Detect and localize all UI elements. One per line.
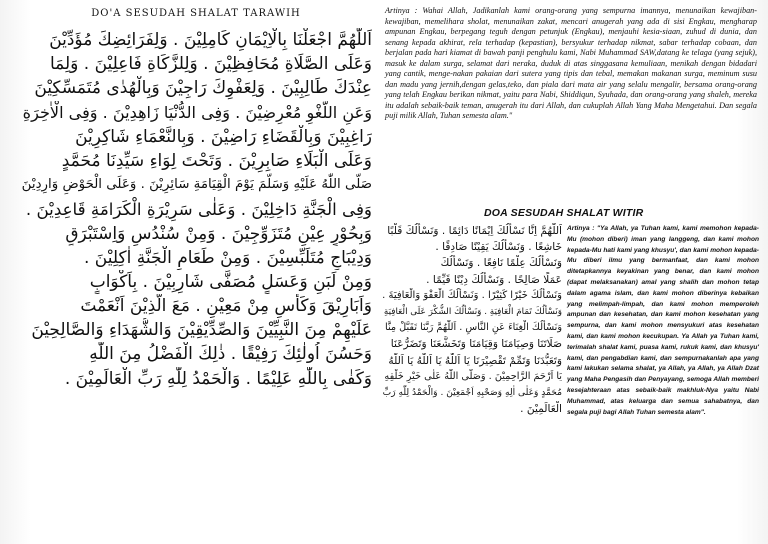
tarawih-arabic-line: وَفِى الْجَنَّةِ دَاخِلِيْنَ . وَعَلٰى سَرِيْرَةِ الْكَرَامَةِ قَاعِدِيْنَ . xyxy=(25,199,372,220)
tarawih-arabic-text xyxy=(20,28,372,391)
tarawih-arabic-line: عَلَيْهِمْ مِنَ النَّبِيِّيْنَ وَالصِّدِّيْقِيْنَ وَالشُّهَدَاءِ وَالصَّالِحِيْنَ xyxy=(31,320,372,341)
witir-title: DOA SESUDAH SHALAT WITIR xyxy=(484,207,644,219)
witir-arabic-line: وَنَسْأَلُكَ الْغِنَاءَ عَنِ النَّاسِ . اَللّٰهُمَّ رَبَّنَا تَقَبَّلْ مِنَّا xyxy=(385,322,562,334)
tarawih-arabic-line: وَبِحُوْرٍ عِيْنٍ مُتَزَوِّجِيْنَ . وَمِنْ سُنْدُسٍ وَاِسْتَبْرَقٍ xyxy=(65,223,372,244)
witir-arabic-line: يَا اَرْحَمَ الرَّاحِمِيْنَ . وَصَلَّى اللّٰهُ عَلٰى خَيْرِ خَلْقِهِ xyxy=(384,370,562,382)
tarawih-arabic-line: وَمِنْ لَبَنٍ وَعَسَلٍ مُصَفًّى شَارِبِيْنَ . بِاَكْوَابٍ xyxy=(89,271,372,292)
witir-arabic-line: مُحَمَّدٍ وَعَلٰى اٰلِهِ وَصَحْبِهِ اَجْمَعِيْنَ . وَالْحَمْدُ لِلّٰهِ رَبِّ xyxy=(382,387,562,398)
tarawih-arabic-line: وَعَلَى الْبَلَاءِ صَابِرِيْنَ . وَتَحْتَ لِوَاءِ سَيِّدِنَا مُحَمَّدٍ xyxy=(61,150,372,171)
tarawih-arabic-line: وَكَفٰى بِاللّٰهِ عَلِيْمًا . وَالْحَمْدُ لِلّٰهِ رَبِّ الْعَالَمِيْنَ . xyxy=(64,368,372,389)
witir-arabic-line: وَتَعَبُّدَنَا وَتَمِّمْ تَقْصِيْرَنَا يَا اَللّٰهُ يَا اَللّٰهُ يَا اَللّٰهُ xyxy=(388,354,562,367)
tarawih-arabic-line: وَعَلَى الصَّلَاةِ مُحَافِظِيْنَ . وَلِلزَّكَاةِ فَاعِلِيْنَ . وَلِمَا xyxy=(49,54,372,75)
witir-arabic-line: وَنَسْأَلُكَ تَمَامَ الْعَافِيَةِ . وَنَسْأَلُكَ الشُّكْرَ عَلَى الْعَافِيَةِ xyxy=(383,306,562,317)
witir-arabic-line: صَلَاتَنَا وَصِيَامَنَا وَقِيَامَنَا وَتَخَشُّعَنَا وَتَضَرُّعَنَا xyxy=(390,338,562,351)
tarawih-arabic-line: اَللّٰهُمَّ اجْعَلْنَا بِالْاِيْمَانِ كَامِلِيْنَ . وَلِفَرَائِضِكَ مُؤَدِّيْنَ xyxy=(49,30,372,50)
witir-arabic-line: خَاشِعًا . وَنَسْأَلُكَ يَقِيْنًا صَادِقًا . xyxy=(435,241,562,254)
tarawih-arabic-line: وَحَسُنَ اُولٰئِكَ رَفِيْقًا . ذٰلِكَ الْفَضْلُ مِنَ اللّٰهِ xyxy=(89,344,372,365)
witir-arabic-text xyxy=(380,223,562,417)
tarawih-arabic-line: عِنْدَكَ طَالِبِيْنَ . وَلِعَفْوِكَ رَاجِيْنَ وَبِالْهُدٰى مُتَمَسِّكِيْنَ xyxy=(34,78,372,99)
tarawih-arabic-line: صَلَّى اللّٰهُ عَلَيْهِ وَسَلَّمَ يَوْمَ الْقِيَامَةِ سَائِرِيْنَ . وَعَلَى الْحَوْضِ وَارِدِيْنَ xyxy=(21,177,372,193)
tarawih-translation: Artinya : Wahai Allah, Jadikanlah kami orang-orang yang sempurna imannya, menunaikan kewajiban-kewajiban, memelihara sholat, menunaikan zakat, mencari anugerah yang ada di sisi Engkau, mengharap ampunan Engkau, berpegang teguh dengan petunjuk (Engkau), menjauhi kesia-siaan, zuhud di dunia, dan senang kepada akhirat, rela terhadap (kepastian), bersyukur terhadap nikmat, sabar terhadap cobaan, dan berjalan pada hari kiamat di bawah panji penghulu kami, Nabi Muhammad SAW,datang ke telaga (yang sejuk), masuk ke dalam surga, selamat dari neraka, duduk di atas singgasana kemuliaan, menikah dengan bidadari yang cantik, menge-nakan pakaian dari sutera yang tipis dan tebal, memakan makanan surga, meminum susu dan madu yang jernih,dengan gelas,teko, dan piala dari mata air yang selalu mengalir, bersama orang-orang yang telah Engkau berikan nikmat, yaitu para Nabi, Shiddiqun, Syuhada, dan orang-orang yang shaleh, mereka itu adalah sebaik-baik teman, anugerah itu dari Allah, dan cukuplah Allah Yang Maha Mengetahui. Dan segala puji milik Allah, Tuhan semesta alam." xyxy=(385,6,757,120)
witir-arabic-line: عَمَلًا صَالِحًا . وَنَسْأَلُكَ دِيْنًا قَيِّمًا . xyxy=(426,273,562,286)
tarawih-title: DO'A SESUDAH SHALAT TARAWIH xyxy=(91,8,301,19)
tarawih-section xyxy=(20,8,372,504)
tarawih-arabic-line: وَاَبَارِيْقَ وَكَأْسٍ مِنْ مَعِيْنٍ . مَعَ الَّذِيْنَ اَنْعَمْتَ xyxy=(80,296,372,317)
tarawih-arabic-line: وَدِيْبَاجٍ مُتَلَبِّسِيْنَ . وَمِنْ طَعَامِ الْجَنَّةِ اٰكِلِيْنَ . xyxy=(84,247,372,268)
witir-arabic-line: وَنَسْأَلُكَ عِلْمًا نَافِعًا . وَنَسْأَلُكَ xyxy=(440,257,562,270)
witir-arabic-line: وَنَسْأَلُكَ خَيْرًا كَثِيْرًا . وَنَسْأَلُكَ الْعَفْوَ وَالْعَافِيَةَ . xyxy=(382,289,562,301)
tarawih-arabic-line: وَعَنِ اللَّغْوِ مُعْرِضِيْنَ . وَفِى الدُّنْيَا زَاهِدِيْنَ . وَفِى الْاٰخِرَةِ xyxy=(22,102,372,122)
tarawih-arabic-line: رَاغِبِيْنَ وَبِالْقَضَاءِ رَاضِيْنَ . وَبِالنَّعْمَاءِ شَاكِرِيْنَ xyxy=(75,126,372,147)
witir-arabic-line: اَللّٰهُمَّ اِنَّا نَسْأَلُكَ اِيْمَانًا دَائِمًا . وَنَسْأَلُكَ قَلْبًا xyxy=(387,225,562,237)
witir-translation: Artinya : "Ya Allah, ya Tuhan kami, kami memohon kepada-Mu (mohon diberi) iman yang langgeng, dan kami mohon kepada-Mu hati kami yang khusyu', dan kami mohon kepada-Mu diberi ilmu yang bermanfaat, dan kami mohon ditetapkannya keyakinan yang benar, dan kami mohon (dapat melaksanakan) amal yang shalih dan mohon tetap dalam agama islam, dan kami mohon diberinya kebaikan yang melimpah-limpah, dan kami mohon memperoleh ampunan dan kesehatan, dan kami mohon kesehatan yang sempurna, dan kami mohon mensyukuri atas kesehatan kami, dan kami mohon kecukupan. Ya Allah ya Tuhan kami, terimalah shalat kami, puasa kami, rukuk kami, dan khusyu' kami, dan pengabdian kami, dan sempurnakanlah apa yang kami lakukan selama shalat, ya Allah, ya Allah, ya Allah Dzat yang Maha Pengasih dan Penyayang, semoga Allah memberi kesejahteraan atas sebaik-baik makhluk-Nya yaitu Nabi Muhammad, atas keluarga dan semua sahabatnya, dan segala puji bagi Allah Tuhan semesta alam". xyxy=(567,225,759,416)
witir-arabic-line: الْعَالَمِيْنَ . xyxy=(520,403,562,416)
